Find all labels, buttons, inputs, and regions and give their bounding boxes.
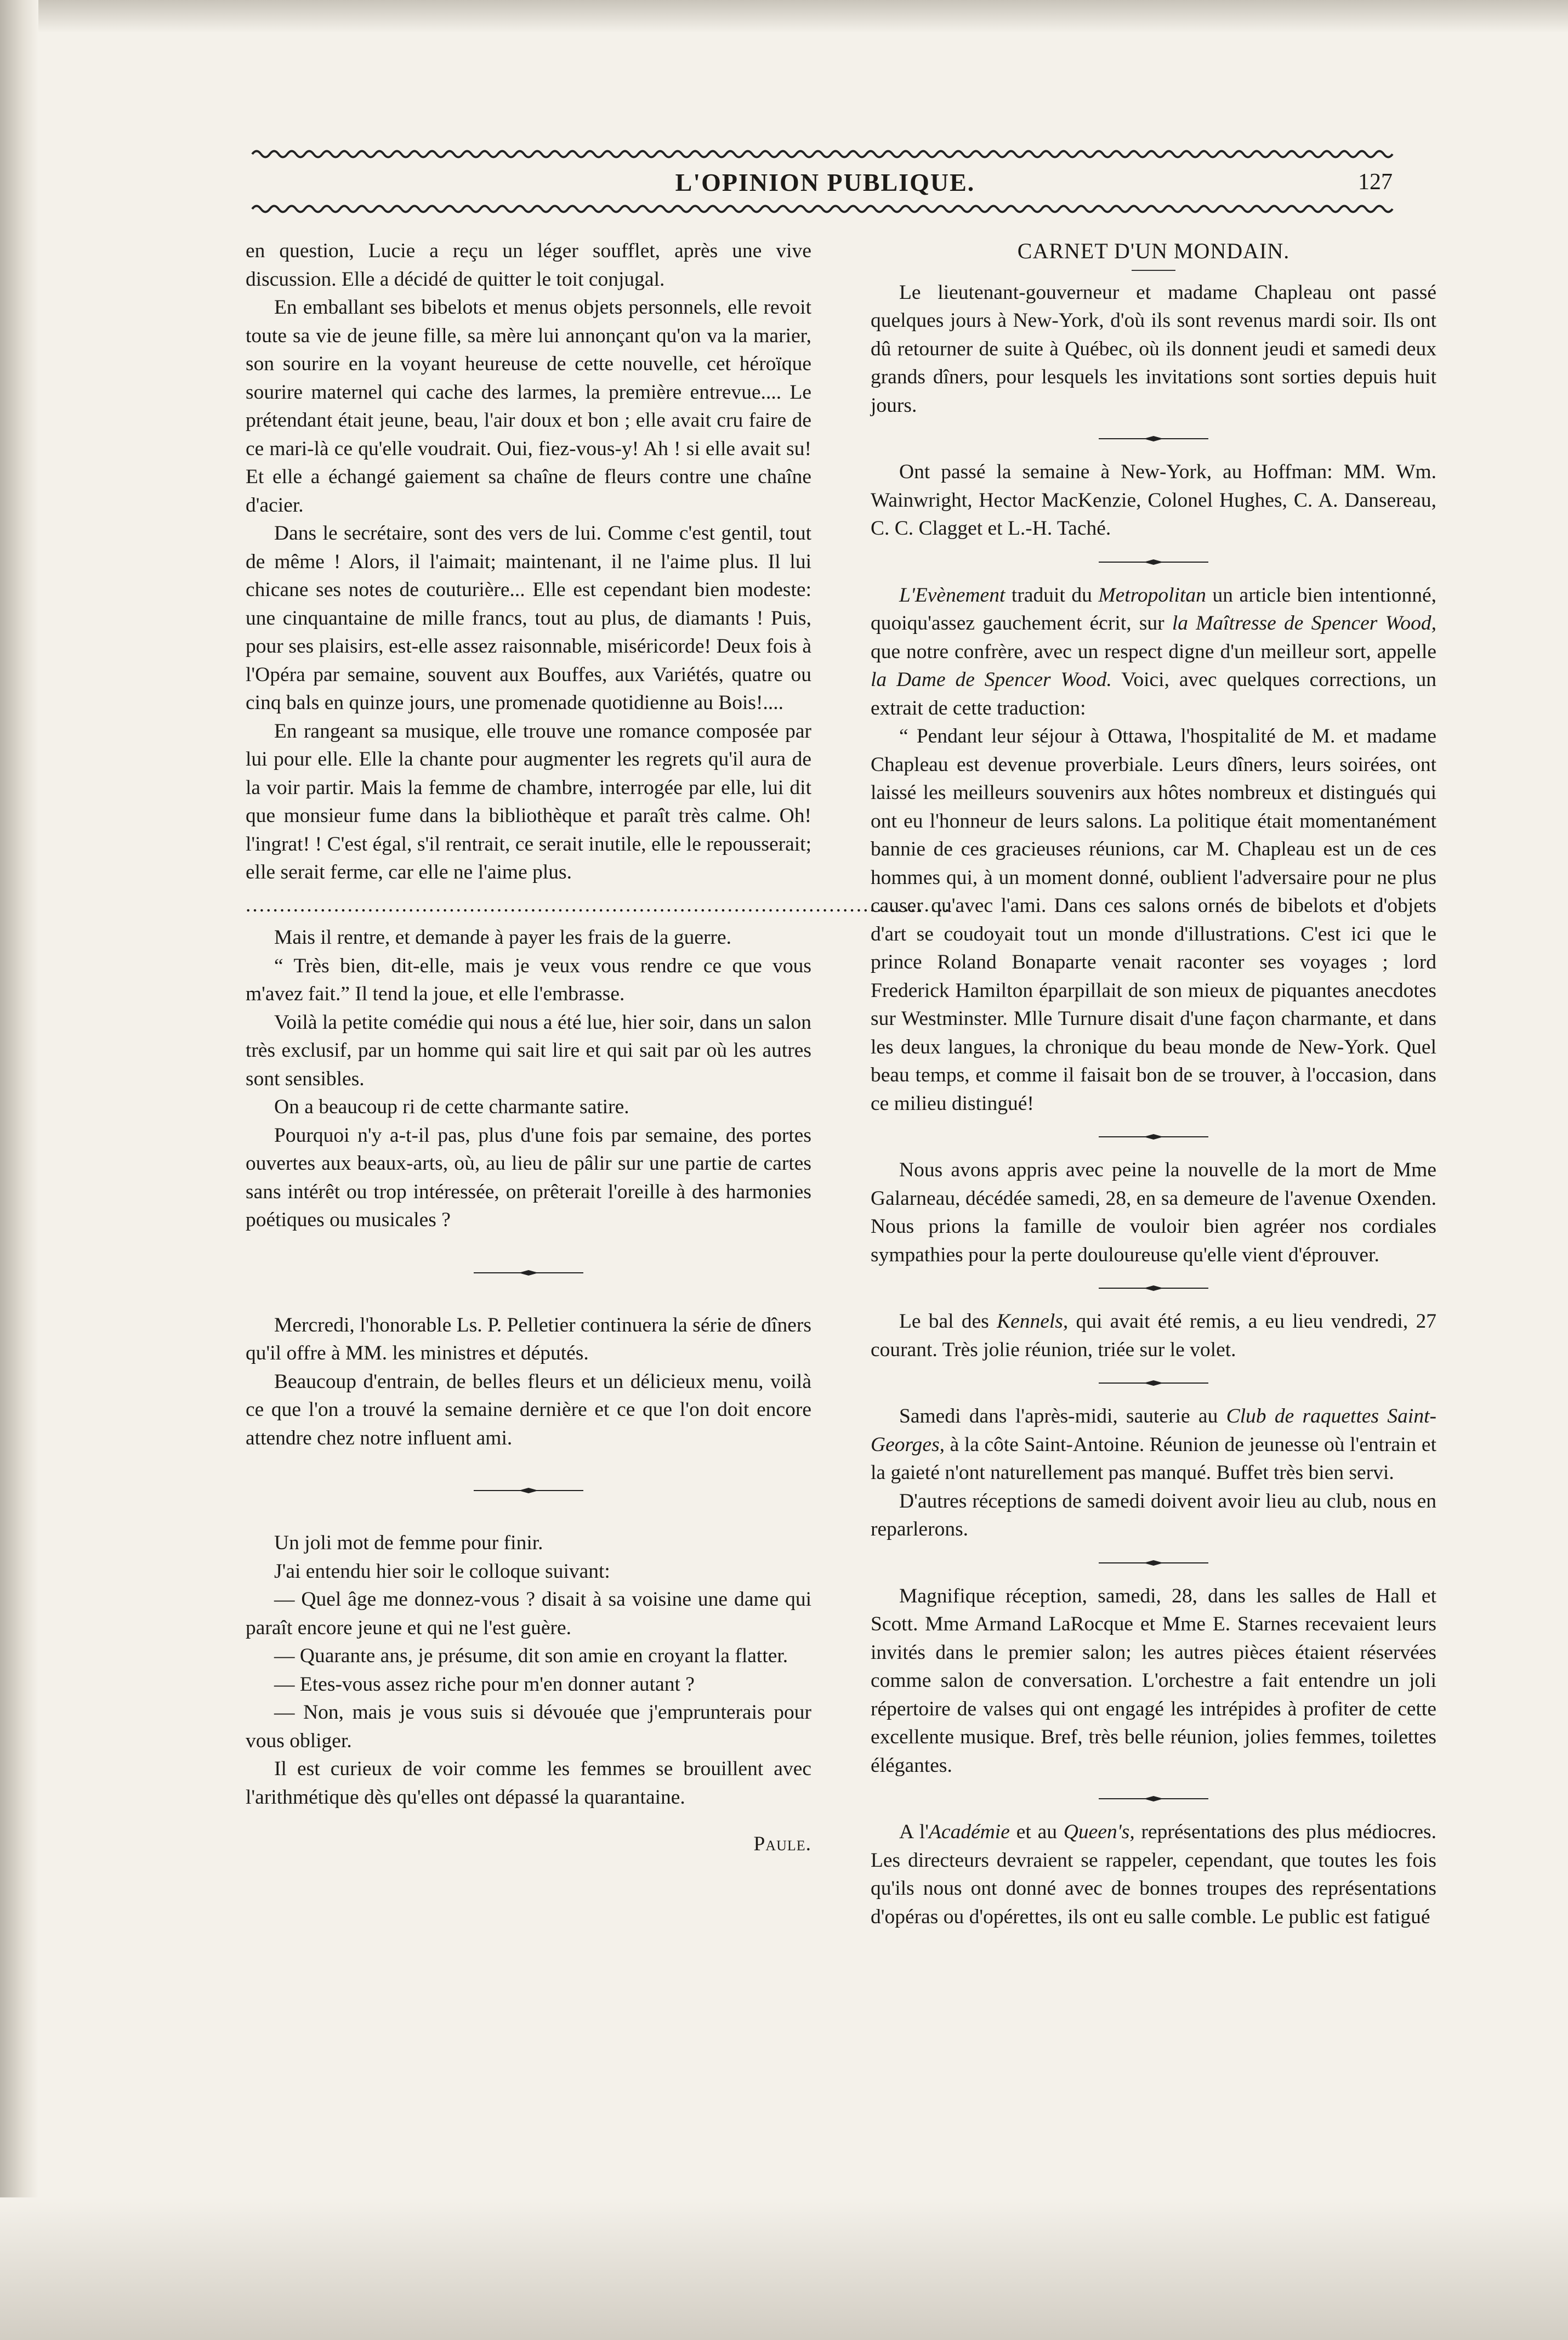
- text-run: Le bal des: [899, 1310, 997, 1333]
- right-paragraph: [871, 1818, 1436, 1931]
- page-number: 127: [1358, 169, 1393, 195]
- text-run: Samedi dans l'après-midi, sauterie au: [899, 1405, 1226, 1427]
- left-paragraph: “ Très bien, dit-elle, mais je veux vous rendre ce que vous m'avez fait.” Il tend la joue, et elle l'embrasse.: [246, 954, 811, 1005]
- left-paragraph: On a beaucoup ri de cette charmante satire.: [274, 1096, 629, 1118]
- section-separator: [871, 1269, 1436, 1307]
- ornament-rule: [1099, 1795, 1208, 1802]
- ornament-rule: [1099, 1134, 1208, 1140]
- left-paragraph: Voilà la petite comédie qui nous a été lue, hier soir, dans un salon très exclusif, par un homme qui sait lire et qui sait par où les autres sont sensibles.: [246, 1011, 811, 1090]
- ornament-rule: [1099, 1285, 1208, 1291]
- text-run: un article bien intentionné, quoiqu'assez gauchement écrit, sur: [871, 583, 1436, 634]
- left-paragraph: Un joli mot de femme pour finir.: [274, 1532, 543, 1554]
- wavy-rule-bottom: [252, 203, 1398, 215]
- dotted-line: ........................................................................................................: [246, 893, 951, 916]
- section-separator: [871, 1364, 1436, 1402]
- title-rule: [1132, 270, 1175, 271]
- italic-title: Metropolitan: [1098, 583, 1206, 607]
- signature: Paule.: [753, 1833, 811, 1855]
- right-paragraph: [871, 1402, 1436, 1487]
- left-paragraph: — Quarante ans, je présume, dit son amie en croyant la flatter.: [274, 1645, 788, 1667]
- right-paragraph: [871, 581, 1436, 723]
- section-separator: [871, 543, 1436, 581]
- section-separator: [871, 1544, 1436, 1582]
- italic-title: Queen's,: [1063, 1821, 1135, 1843]
- page-shadow-top: [0, 0, 1568, 33]
- running-head-title: L'OPINION PUBLIQUE.: [675, 168, 975, 196]
- running-head: [252, 148, 1398, 219]
- ornament-rule: [474, 1487, 583, 1494]
- text-run: que notre confrère, avec un respect digne d'un meilleur sort, appelle: [871, 640, 1436, 663]
- right-paragraph: Magnifique réception, samedi, 28, dans les salles de Hall et Scott. Mme Armand LaRocque et Mme E. Starnes recevaient leurs invités dans le premier salon; les autres pièces étaient réservées comme salon de conversation. L'orchestre a fait entendre un joli répertoire de valses qui ont engagé les intrépides à profiter de cette excellente musique. Bref, très belle réunion, jolies femmes, toilettes élégantes.: [871, 1584, 1436, 1777]
- right-column: [871, 237, 1436, 1931]
- right-paragraph: D'autres réceptions de samedi doivent avoir lieu au club, nous en reparlerons.: [871, 1489, 1436, 1540]
- ornament-rule: [1099, 1560, 1208, 1566]
- right-paragraph: Le lieutenant-gouverneur et madame Chapleau ont passé quelques jours à New-York, d'où ils sont revenus mardi soir. Ils ont dû retourner de suite à Québec, où ils donnent jeudi et samedi deux grands dîners, pour lesquels les invitations sont sorties depuis huit jours.: [871, 281, 1436, 417]
- page-shadow-left: [0, 0, 38, 2340]
- text-run: et au: [1009, 1821, 1064, 1843]
- section-title: CARNET D'UN MONDAIN.: [1017, 239, 1290, 263]
- left-paragraph: J'ai entendu hier soir le colloque suivant:: [274, 1560, 610, 1583]
- left-paragraph: Beaucoup d'entrain, de belles fleurs et un délicieux menu, voilà ce que l'on a trouvé la semaine dernière et ce que l'on doit encore attendre chez notre influent ami.: [246, 1370, 811, 1449]
- text-run: A l': [899, 1821, 929, 1843]
- ornament-rule: [474, 1270, 583, 1276]
- wavy-rule-top: [252, 148, 1398, 160]
- right-paragraph: [871, 1307, 1436, 1364]
- text-run: à la côte Saint-Antoine. Réunion de jeunesse où l'entrain et la gaieté n'ont naturellement pas manqué. Buffet très bien servi.: [871, 1433, 1436, 1484]
- ornament-rule: [1099, 435, 1208, 442]
- left-paragraph: Mais il rentre, et demande à payer les frais de la guerre.: [274, 926, 731, 949]
- left-paragraph: Pourquoi n'y a-t-il pas, plus d'une fois par semaine, des portes ouvertes aux beaux-arts, où, au lieu de pâlir sur une partie de cartes sans intérêt ou trop intéressée, on prêterait l'oreille à des harmonies poétiques ou musicales ?: [246, 1124, 811, 1231]
- italic-title: la Maîtresse de Spencer Wood,: [1172, 612, 1437, 634]
- section-separator: [871, 420, 1436, 458]
- left-paragraph: — Etes-vous assez riche pour m'en donner autant ?: [274, 1673, 695, 1696]
- right-paragraph: “ Pendant leur séjour à Ottawa, l'hospitalité de M. et madame Chapleau est devenue proverbiale. Leurs dîners, leurs soirées, ont laissé les meilleurs souvenirs aux hôtes nombreux et distingués qui ont eu l'honneur de leurs salons. La politique était momentanément bannie de ces gracieuses réunions, car M. Chapleau est un de ces hommes qui, à un moment donné, oublient l'adversaire pour ne plus causer qu'avec l'ami. Dans ces salons ornés de bibelots et d'objets d'art se coudoyait tout un monde d'illustrations. C'est ici que le prince Roland Bonaparte venait raconter ses voyages ; lord Frederick Hamilton éparpillait de son mieux de piquantes anecdotes sur Westminster. Mlle Turnure disait d'une façon charmante, et dans les deux langues, la chronique du beau monde de New-York. Quel beau temps, et comme il faisait bon de se trouver, à l'occasion, dans ce milieu distingué!: [871, 725, 1436, 1115]
- left-paragraph: Mercredi, l'honorable Ls. P. Pelletier continuera la série de dîners qu'il offre à MM. les ministres et députés.: [246, 1313, 811, 1364]
- italic-title: L'Evènement: [899, 583, 1005, 607]
- italic-title: la Dame de Spencer Wood.: [871, 668, 1112, 691]
- section-separator: [246, 1452, 811, 1529]
- left-paragraph: Il est curieux de voir comme les femmes se brouillent avec l'arithmétique dès qu'elles ont dépassé la quarantaine.: [246, 1758, 811, 1809]
- left-paragraph: En rangeant sa musique, elle trouve une romance composée par lui pour elle. Elle la chante pour augmenter les regrets qu'il aura de la voir partir. Mais la femme de chambre, interrogée par elle, lui dit que monsieur fume dans la bibliothèque et paraît très calme. Oh! l'ingrat! ! C'est égal, s'il rentrait, ce serait inutile, elle le repousserait; elle serait ferme, car elle ne l'aime plus.: [246, 719, 811, 883]
- left-paragraph: En emballant ses bibelots et menus objets personnels, elle revoit toute sa vie de jeune fille, sa mère lui annonçant qu'on va la marier, son sourire en la voyant heureuse de cette nouvelle, cet héroïque sourire maternel qui cache des larmes, la première entrevue.... Le prétendant était jeune, beau, l'air doux et bon ; elle avait cru faire de ce mari-là ce qu'elle voudrait. Oui, fiez-vous-y! Ah ! si elle avait su! Et elle a échangé gaiement sa chaîne de fleurs contre une chaîne d'acier.: [246, 296, 811, 517]
- ornament-rule: [1099, 1380, 1208, 1386]
- section-separator: [871, 1118, 1436, 1156]
- right-paragraph: Ont passé la semaine à New-York, au Hoffman: MM. Wm. Wainwright, Hector MacKenzie, Colonel Hughes, C. A. Dansereau, C. C. Clagget et L.-H. Taché.: [871, 461, 1436, 540]
- text-run: Voici, avec quelques corrections, un extrait de cette traduction:: [871, 668, 1437, 719]
- ornament-rule: [1099, 559, 1208, 565]
- italic-title: Académie: [929, 1821, 1010, 1843]
- text-run: traduit du: [1005, 583, 1099, 607]
- left-paragraph: en question, Lucie a reçu un léger soufflet, après une vive discussion. Elle a décidé de quitter le toit conjugal.: [246, 240, 811, 291]
- italic-title: Kennels,: [997, 1310, 1069, 1333]
- right-paragraph: Nous avons appris avec peine la nouvelle de la mort de Mme Galarneau, décédée samedi, 28, en sa demeure de l'avenue Oxenden. Nous prions la famille de vouloir bien agréer nos cordiales sympathies pour la perte douloureuse qu'elle vient d'éprouver.: [871, 1159, 1436, 1266]
- left-paragraph: Dans le secrétaire, sont des vers de lui. Comme c'est gentil, tout de même ! Alors, il l'aimait; maintenant, il ne l'aime plus. Il lui chicane ses notes de couturière... Elle est cependant bien modeste: une cinquantaine de mille francs, tout au plus, de diamants ! Puis, pour ses plaisirs, est-elle assez raisonnable, miséricorde! Deux fois à l'Opéra par semaine, souvent aux Bouffes, aux Variétés, quatre ou cinq bals en quinze jours, une promenade quotidienne au Bois!....: [246, 522, 811, 714]
- text-run: représentations des plus médiocres. Les directeurs devraient se rappeler, cependant, que toutes les fois qu'ils nous ont donné avec de bonnes troupes des représentations d'opéras ou d'opérettes, ils ont eu salle comble. Le public est fatigué: [871, 1821, 1437, 1928]
- section-separator: [871, 1780, 1436, 1818]
- page-shadow-bottom: [0, 2197, 1568, 2340]
- section-separator: [246, 1234, 811, 1311]
- left-paragraph: — Quel âge me donnez-vous ? disait à sa voisine une dame qui paraît encore jeune et qui ne l'est guère.: [246, 1588, 811, 1639]
- left-paragraph: — Non, mais je vous suis si dévouée que j'emprunterais pour vous obliger.: [246, 1701, 811, 1752]
- text-run: qui avait été remis, a eu lieu vendredi, 27 courant. Très jolie réunion, triée sur le volet.: [871, 1310, 1436, 1361]
- italic-title: Club de raquettes Saint-Georges,: [871, 1405, 1436, 1456]
